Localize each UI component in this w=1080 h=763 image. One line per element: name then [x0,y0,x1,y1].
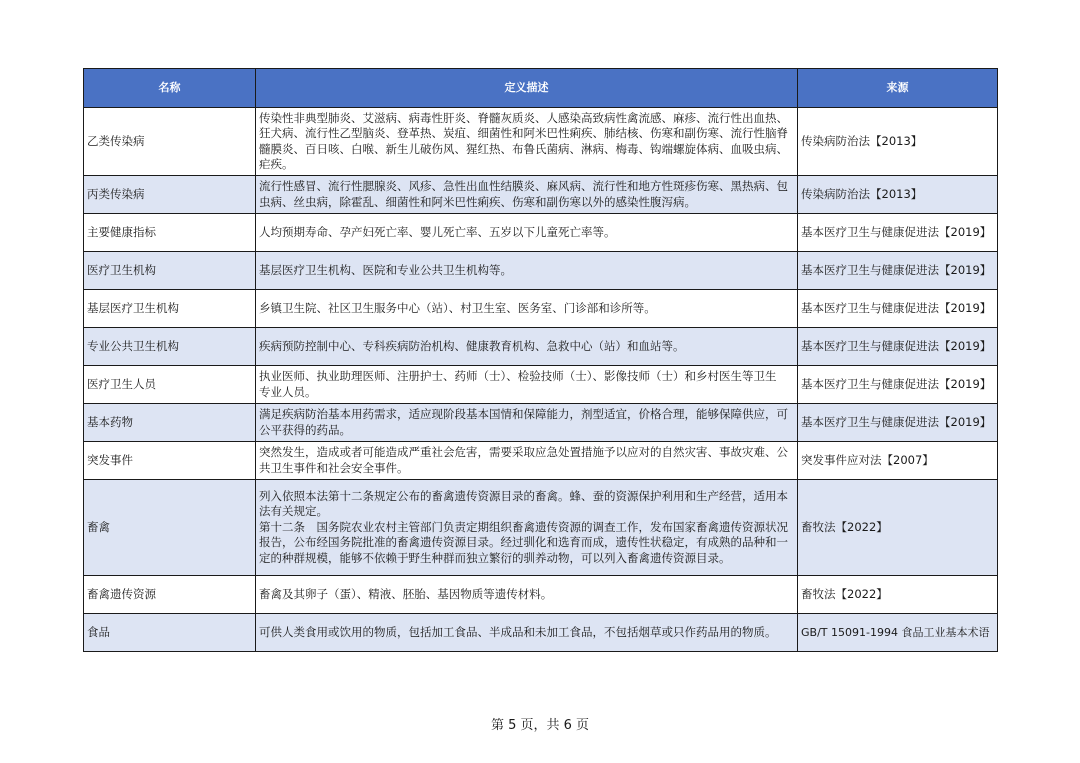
term-source: 畜牧法【2022】 [798,576,998,614]
header-name: 名称 [84,69,256,108]
term-definition: 乡镇卫生院、社区卫生服务中心（站）、村卫生室、医务室、门诊部和诊所等。 [256,290,798,328]
table-row [84,176,998,214]
term-source: 基本医疗卫生与健康促进法【2019】 [798,328,998,366]
term-source: 突发事件应对法【2007】 [798,442,998,480]
term-source: 基本医疗卫生与健康促进法【2019】 [798,404,998,442]
table-row [84,576,998,614]
term-source: 传染病防治法【2013】 [798,176,998,214]
table-row [84,108,998,176]
page-number: 第 5 页，共 6 页 [490,718,590,733]
term-definition: 疾病预防控制中心、专科疾病防治机构、健康教育机构、急救中心（站）和血站等。 [256,328,798,366]
table-row [84,614,998,652]
table-row [84,328,998,366]
term-name: 基层医疗卫生机构 [84,290,256,328]
term-name: 医疗卫生人员 [84,366,256,404]
term-definition: 满足疾病防治基本用药需求，适应现阶段基本国情和保障能力，剂型适宜，价格合理，能够保障供应，可 公平获得的药品。 [256,404,798,442]
term-definition: 流行性感冒、流行性腮腺炎、风疹、急性出血性结膜炎、麻风病、流行性和地方性斑疹伤寒、黑热病、包 虫病、丝虫病，除霍乱、细菌性和阿米巴性痢疾、伤寒和副伤寒以外的感染性腹泻病。 [256,176,798,214]
term-definition: 可供人类食用或饮用的物质，包括加工食品、半成品和未加工食品，不包括烟草或只作药品用的物质。 [256,614,798,652]
term-name: 主要健康指标 [84,214,256,252]
table-row [84,214,998,252]
term-definition: 畜禽及其卵子（蛋）、精液、胚胎、基因物质等遗传材料。 [256,576,798,614]
term-name: 丙类传染病 [84,176,256,214]
term-source: 基本医疗卫生与健康促进法【2019】 [798,214,998,252]
term-name: 专业公共卫生机构 [84,328,256,366]
term-definition: 人均预期寿命、孕产妇死亡率、婴儿死亡率、五岁以下儿童死亡率等。 [256,214,798,252]
term-source: 基本医疗卫生与健康促进法【2019】 [798,366,998,404]
table-row [84,404,998,442]
term-definition: 执业医师、执业助理医师、注册护士、药师（士）、检验技师（士）、影像技师（士）和乡村医生等卫生 专业人员。 [256,366,798,404]
table-header-row [84,69,998,108]
header-source: 来源 [798,69,998,108]
term-source: 传染病防治法【2013】 [798,108,998,176]
term-source: GB/T 15091-1994 食品工业基本术语 [798,614,998,652]
table-row [84,252,998,290]
term-name: 突发事件 [84,442,256,480]
term-definition: 列入依照本法第十二条规定公布的畜禽遗传资源目录的畜禽。蜂、蚕的资源保护利用和生产经营，适用本 法有关规定。 第十二条 国务院农业农村主管部门负责定期组织畜禽遗传资源的调查工作，发布国家畜禽遗传资源状况 报告，公布经国务院批准的畜禽遗传资源目录。经过驯化和选育而成，遗传性状稳定，有成熟的品种和一 定的种群规模，能够不依赖于野生种群而独立繁衍的驯养动物，可以列入畜禽遗传资源目录。 [256,480,798,576]
term-definition: 基层医疗卫生机构、医院和专业公共卫生机构等。 [256,252,798,290]
term-source: 基本医疗卫生与健康促进法【2019】 [798,252,998,290]
definitions-table [83,68,998,652]
term-name: 乙类传染病 [84,108,256,176]
term-name: 食品 [84,614,256,652]
term-name: 基本药物 [84,404,256,442]
term-definition: 传染性非典型肺炎、艾滋病、病毒性肝炎、脊髓灰质炎、人感染高致病性禽流感、麻疹、流行性出血热、 狂犬病、流行性乙型脑炎、登革热、炭疽、细菌性和阿米巴性痢疾、肺结核、伤寒和副伤寒、流行性脑脊 髓膜炎、百日咳、白喉、新生儿破伤风、猩红热、布鲁氏菌病、淋病、梅毒、钩端螺旋体病、血吸虫病、 疟疾。 [256,108,798,176]
term-definition: 突然发生，造成或者可能造成严重社会危害，需要采取应急处置措施予以应对的自然灾害、事故灾难、公 共卫生事件和社会安全事件。 [256,442,798,480]
table-row [84,366,998,404]
table-row [84,480,998,576]
term-source: 畜牧法【2022】 [798,480,998,576]
table-row [84,290,998,328]
term-name: 畜禽 [84,480,256,576]
term-name: 畜禽遗传资源 [84,576,256,614]
table-row [84,442,998,480]
term-source: 基本医疗卫生与健康促进法【2019】 [798,290,998,328]
header-definition: 定义描述 [256,69,798,108]
term-name: 医疗卫生机构 [84,252,256,290]
